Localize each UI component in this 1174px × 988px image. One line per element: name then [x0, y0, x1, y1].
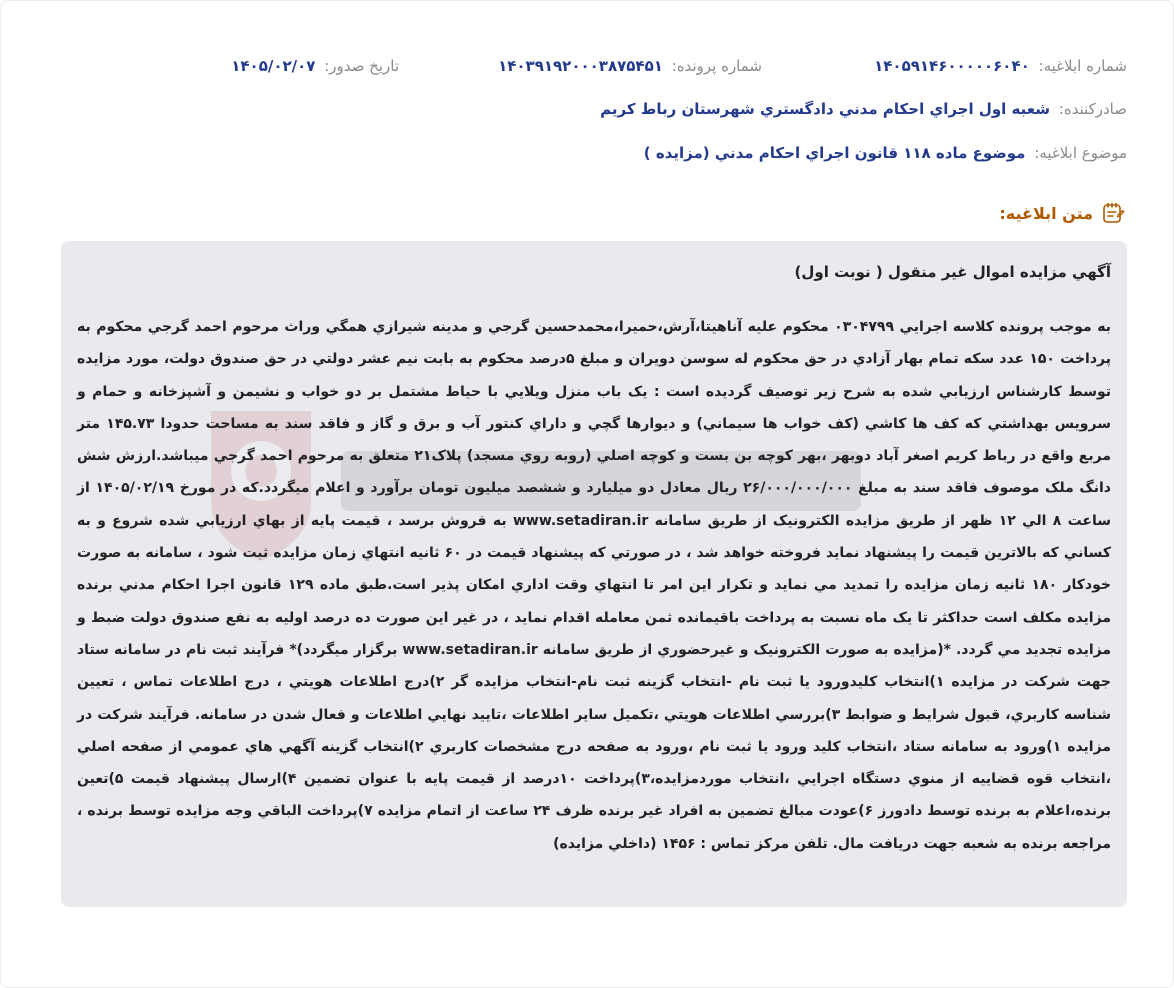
section-title	[999, 201, 1125, 225]
case-number	[498, 57, 762, 75]
meta-row	[41, 57, 1127, 85]
note-icon	[1101, 201, 1125, 225]
issuer-value: شعبه اول اجراي احكام مدني دادگستري شهرستان رباط كريم	[600, 100, 1050, 118]
notice-number	[874, 57, 1127, 75]
notice-number-value: ۱۴۰۵۹۱۴۶۰۰۰۰۰۶۰۴۰	[874, 57, 1030, 75]
subject-label: موضوع ابلاغيه:	[1034, 144, 1127, 162]
case-number-value: ۱۴۰۳۹۱۹۲۰۰۰۳۸۷۵۴۵۱	[498, 57, 663, 75]
issuer-line	[600, 100, 1127, 118]
issuer-label: صادرکننده:	[1058, 100, 1127, 118]
subject-value: موضوع ماده ۱۱۸ قانون اجراي احکام مدني (مزايده )	[643, 144, 1026, 162]
section-title-text: متن ابلاغيه:	[999, 203, 1093, 223]
notice-body: به موجب پرونده كلاسه اجرايي ۰۳۰۴۷۹۹ محكوم عليه آناهيتا،آرش،حميرا،محمدحسين گرجي و مدينه شيرازي همگي وراث مرحوم احمد گرجي محكوم به پرداخت ۱۵۰ عدد سکه تمام بهار آزادي در حق محكوم له سوسن دويران و مبلغ ۵درصد محكوم به بابت نيم عشر دولتي در حق صندوق دولت، مورد مزايده توسط كارشناس ارزيابي شده به شرح زير توصيف گرديده است : يک باب منزل ويلايي با حياط مشتمل بر دو خواب و نشيمن و آشپزخانه و حمام و سرويس بهداشتي كه كف ها كاشي (كف خواب ها سيماني) و ديوارها گچي و داراي كنتور آب و برق و گاز و فاقد سند به مساحت حدودا ۱۴۵.۷۳ متر مربع واقع در رباط كريم اصغر آباد دوبهر ،بهر كوچه بن بست و كوچه اصلي (روبه روي مسجد) پلاک۲۱ متعلق به مرحوم احمد گرجي ميباشد.ارزش شش دانگ ملک موصوف فاقد سند به مبلغ ۲۶/۰۰۰/۰۰۰/۰۰۰ ريال معادل دو ميليارد و ششصد ميليون تومان برآورد و اعلام ميگردد.كه در مورخ ۱۴۰۵/۰۲/۱۹ از ساعت ۸ الي ۱۲ ظهر از طريق مزايده الكترونيک از طريق سامانه www.setadiran.ir به فروش برسد ، قيمت پايه از بهاي ارزيابي شده شروع و به كساني كه بالاترين قيمت را پيشنهاد نمايد فروخته خواهد شد ، در صورتي كه پيشنهاد قيمت در ۶۰ ثانيه انتهاي زمان مزايده ثبت شود ، سامانه به صورت خودكار ۱۸۰ ثانيه زمان مزايده را تمديد مي نمايد و تكرار اين امر تا انتهاي وقت اداري امكان پذير است.طبق ماده ۱۲۹ قانون اجرا احكام مدني برنده مزايده مكلف است حداكثر تا يک ماه نسبت به پرداخت باقيمانده ثمن معامله اقدام نمايد ، در غير اين صورت ده درصد اوليه به نفع صندوق دولت ضبط و مزايده تجديد مي گردد. *(مزايده به صورت الكترونيک و غيرحضوري از طريق سامانه www.setadiran.ir برگزار ميگردد)* فرآيند ثبت نام در سامانه ستاد جهت شركت در مزايده ۱)انتخاب كليدورود يا ثبت نام -انتخاب گزينه ثبت نام-انتخاب مزايده گر ۲)درج اطلاعات هويتي ، درج اطلاعات تماس ، تعيين شناسه كاربري، قبول شرايط و ضوابط ۳)بررسي اطلاعات هويتي ،تكميل ساير اطلاعات ،تاييد نهايي اطلاعات و فعال شدن در سامانه. فرآيند شركت در مزايده ۱)ورود به سامانه ستاد ،انتخاب كليد ورود يا ثبت نام ،ورود به صفحه درج مشخصات كاربري ۲)انتخاب گزينه آگهي هاي عمومي از صفحه اصلي ،انتخاب قوه قضاييه از منوي دستگاه اجرايي ،انتخاب موردمزايده،۳)پرداخت ۱۰درصد از قيمت پايه با عنوان تضمين ۴)ارسال پيشنهاد قيمت ۵)تعين برنده،اعلام به برنده توسط دادورز ۶)عودت مبالغ تضمين به افراد غير برنده ظرف ۲۴ ساعت از اتمام مزايده ۷)پرداخت الباقي وجه مزايده توسط برنده ، مراجعه برنده به شعبه جهت دريافت مال. تلفن مركز تماس : ۱۴۵۶ (داخلي مزايده)	[77, 319, 1112, 852]
notice-box	[61, 241, 1127, 907]
subject-line	[644, 144, 1127, 162]
issue-date-label: تاريخ صدور:	[324, 57, 399, 75]
notice-number-label: شماره ابلاغيه:	[1038, 57, 1127, 75]
notice-heading: آگهي مزايده اموال غير منقول ( نوبت اول)	[794, 263, 1111, 281]
issue-date	[231, 57, 399, 75]
case-number-label: شماره پرونده:	[671, 57, 762, 75]
issue-date-value: ۱۴۰۵/۰۲/۰۷	[231, 57, 316, 75]
